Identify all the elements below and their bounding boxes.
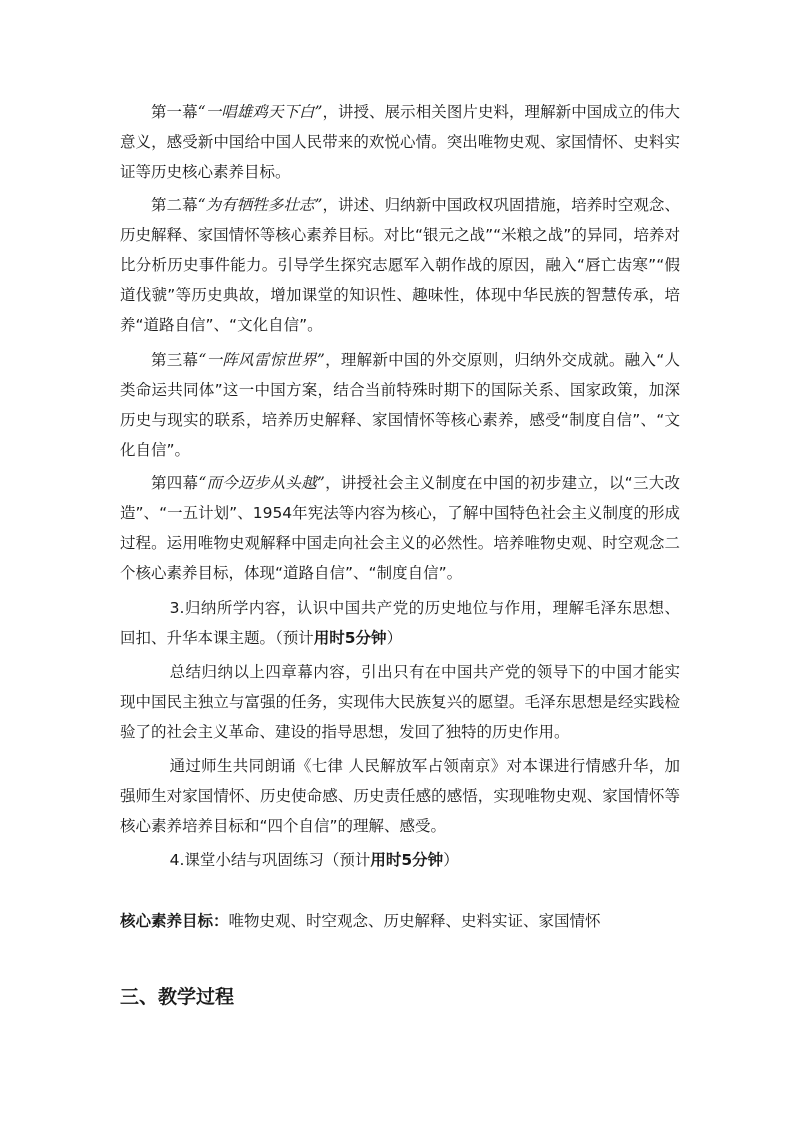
step3-tail: ） (386, 629, 403, 647)
act2-title: “为有牺牲多壮志” (197, 196, 323, 214)
act3-text: ，理解新中国的外交原则，归纳外交成就。融入“人类命运共同体”这一中国方案，结合当前特殊时期下的国际关系、国家政策，加深历史与现实的联系，培养历史解释、家国情怀等核心素养，感受“制度自信”、“文化自信”。 (120, 351, 680, 459)
act3-paragraph (120, 345, 680, 465)
summary-paragraph-2: 通过师生共同朗诵《七律 人民解放军占领南京》对本课进行情感升华，加强师生对家国情怀、历史使命感、历史责任感的感悟，实现唯物史观、家国情怀等核心素养培养目标和“四个自信”的理解、感受。 (120, 757, 680, 835)
act1-title: “一唱雄鸡天下白” (197, 103, 323, 121)
step4-tail: ） (443, 851, 459, 869)
act3-prefix: 第三幕 (151, 351, 199, 369)
step4-paragraph (120, 845, 680, 875)
act4-title: “而今迈步从头越” (198, 474, 325, 492)
act1-text: ，讲授、展示相关图片史料，理解新中国成立的伟大意义，感受新中国给中国人民带来的欢悦心情。突出唯物史观、家国情怀、史料实证等历史核心素养目标。 (120, 103, 680, 181)
act3-title: “一阵风雷惊世界” (198, 351, 325, 369)
summary-paragraph-1: 总结归纳以上四章幕内容，引出只有在中国共产党的领导下的中国才能实现中国民主独立与富强的任务，实现伟大民族复兴的愿望。毛泽东思想是经实践检验了的社会主义革命、建设的指导思想，发回了独特的历史作用。 (120, 663, 680, 741)
act4-prefix: 第四幕 (151, 474, 199, 492)
core-literacy-line (120, 906, 680, 936)
act4-text: ，讲授社会主义制度在中国的初步建立，以“三大改造”、“一五计划”、1954年宪法等内容为核心，了解中国特色社会主义制度的形成过程。运用唯物史观解释中国走向社会主义的必然性。培养唯物史观、时空观念二个核心素养目标，体现“道路自信”、“制度自信”。 (120, 474, 680, 582)
step4-time: 用时5分钟 (370, 851, 444, 869)
core-literacy-text: 唯物史观、时空观念、历史解释、史料实证、家国情怀 (228, 912, 601, 930)
act1-prefix: 第一幕 (151, 103, 198, 121)
act4-paragraph (120, 468, 680, 588)
step3-time: 用时5分钟 (313, 629, 387, 647)
section-heading: 三、教学过程 (120, 986, 235, 1008)
core-literacy-label: 核心素养目标： (120, 912, 229, 930)
step3-text: 3.归纳所学内容，认识中国共产党的历史地位与作用，理解毛泽东思想、回扣、升华本课主题。（预计 (120, 599, 680, 647)
step4-text: 4.课堂小结与巩固练习（预计 (169, 851, 371, 869)
act2-prefix: 第二幕 (151, 196, 198, 214)
step3-paragraph (120, 593, 680, 653)
act1-paragraph (120, 97, 680, 187)
act2-paragraph (120, 190, 680, 340)
act2-text: ，讲述、归纳新中国政权巩固措施，培养时空观念、历史解释、家国情怀等核心素养目标。对比“银元之战”“米粮之战”的异同，培养对比分析历史事件能力。引导学生探究志愿军入朝作战的原因，融入“唇亡齿寒”“假道伐虢”等历史典故，增加课堂的知识性、趣味性，体现中华民族的智慧传承，培养“道路自信”、“文化自信”。 (120, 196, 680, 334)
